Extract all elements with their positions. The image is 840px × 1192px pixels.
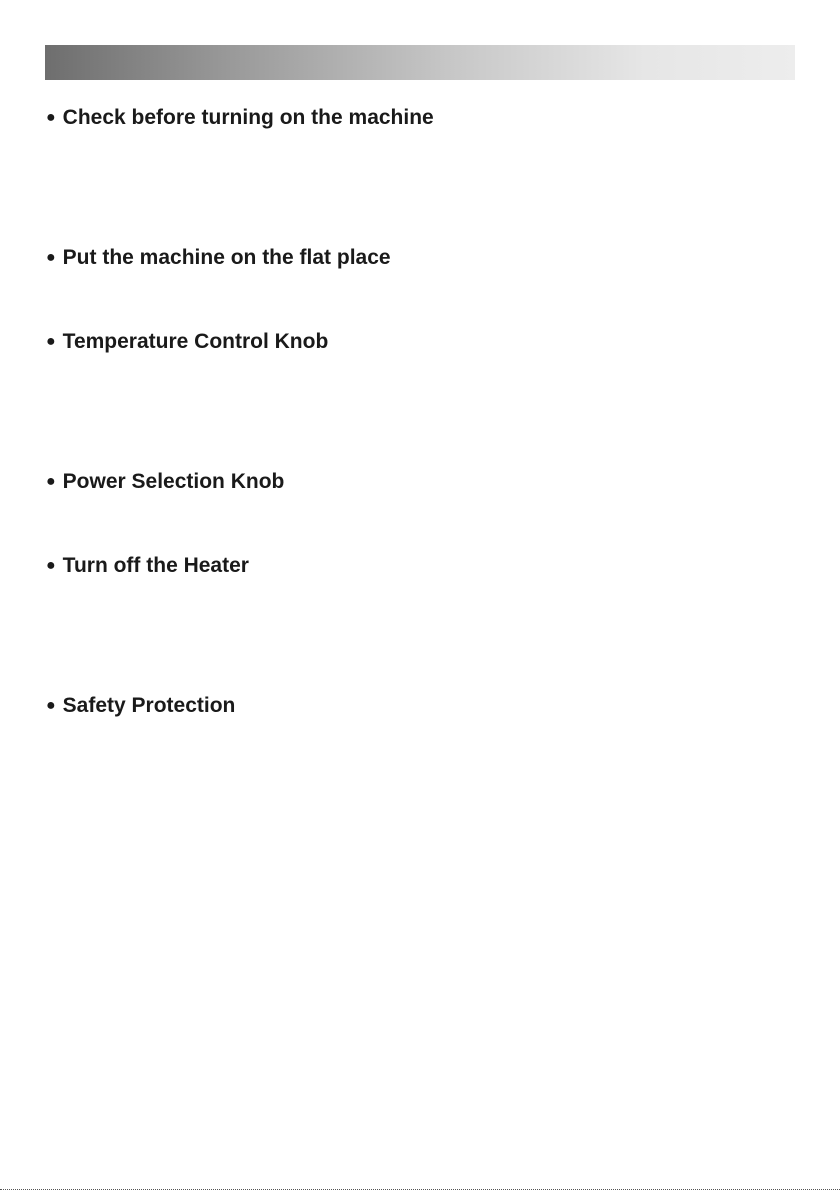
section-title: Check before turning on the machine [62, 106, 434, 129]
section-heading-check-before-turning-on [46, 105, 434, 131]
bullet-icon: ● [46, 473, 56, 490]
bullet-icon: ● [46, 333, 56, 350]
section-title: Put the machine on the flat place [62, 246, 391, 269]
bottom-dotted-rule [0, 1189, 840, 1190]
bullet-icon: ● [46, 557, 56, 574]
section-heading-flat-place [46, 245, 391, 271]
section-title: Turn off the Heater [62, 554, 249, 577]
section-title: Safety Protection [62, 694, 236, 717]
bullet-icon: ● [46, 109, 56, 126]
bullet-icon: ● [46, 697, 56, 714]
bullet-icon: ● [46, 249, 56, 266]
header-gradient-band [45, 45, 795, 80]
section-heading-safety-protection [46, 693, 235, 719]
section-heading-power-selection-knob [46, 469, 284, 495]
section-heading-temperature-control-knob [46, 329, 328, 355]
section-heading-turn-off-heater [46, 553, 249, 579]
section-title: Power Selection Knob [62, 470, 285, 493]
section-title: Temperature Control Knob [62, 330, 329, 353]
